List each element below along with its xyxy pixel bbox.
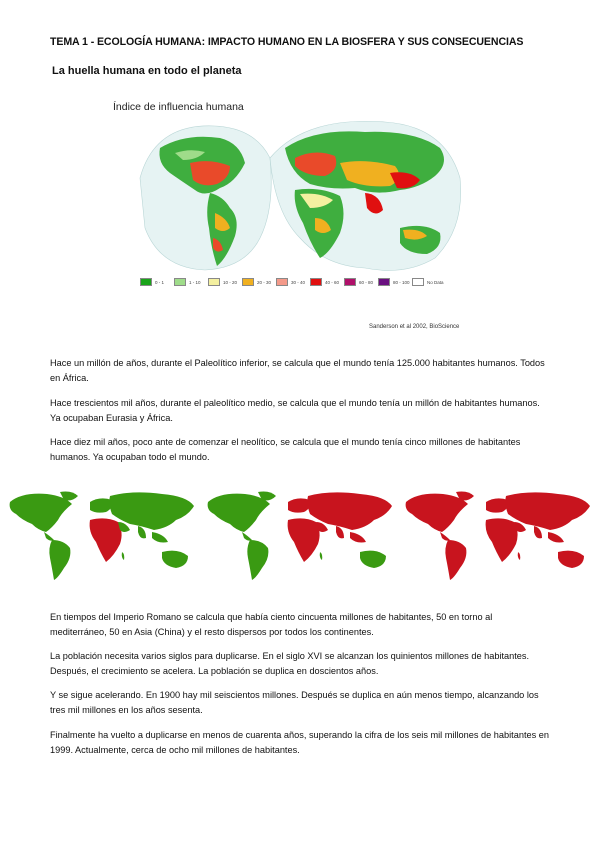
continent-europe xyxy=(486,498,508,512)
continent-se-asia xyxy=(152,532,168,543)
legend-swatch xyxy=(276,278,288,286)
continent-australia xyxy=(360,551,386,568)
figure-caption: Índice de influencia humana xyxy=(113,101,244,113)
legend-swatch xyxy=(412,278,424,286)
legend-label: 0 - 1 xyxy=(155,279,165,285)
paragraph-3: Hace diez mil años, poco ante de comenzar el neolítico, se calcula que el mundo tenía cinco millones de habitantes humanos. Ya ocupaban todo el mundo. xyxy=(50,437,521,462)
legend-label: No Data xyxy=(427,279,444,285)
legend-item xyxy=(174,278,208,286)
legend-swatch xyxy=(208,278,220,286)
paragraph-1: Hace un millón de años, durante el Paleolítico inferior, se calcula que el mundo tenía 125.000 habitantes humanos. Todos en África. xyxy=(50,358,545,383)
continent-australia xyxy=(162,551,188,568)
continent-madagascar xyxy=(122,552,125,560)
paragraph-2: Hace trescientos mil años, durante el paleolítico medio, se calcula que el mundo tenía un millón de habitantes humanos. Ya ocupaban Eurasia y África. xyxy=(50,398,540,423)
legend-item xyxy=(242,278,276,286)
continent-central-america xyxy=(44,532,54,541)
continent-madagascar xyxy=(320,552,323,560)
continent-india xyxy=(534,526,542,538)
continent-south-america xyxy=(445,540,466,580)
legend-swatch xyxy=(344,278,356,286)
legend-item xyxy=(276,278,310,286)
legend-label: 40 - 60 xyxy=(325,279,340,285)
continent-central-america xyxy=(440,532,450,541)
legend-swatch xyxy=(174,278,186,286)
paragraph-6: Y se sigue acelerando. En 1900 hay mil seiscientos millones. Después se duplica en aún menos tiempo, alcanzando los tres mil millones en los años sesenta. xyxy=(50,690,539,715)
paragraph-7: Finalmente ha vuelto a duplicarse en menos de cuarenta años, superando la cifra de los seis mil millones de habitantes en 1999. Actualmente, cerca de ocho mil millones de habitantes. xyxy=(50,730,549,755)
continent-se-asia xyxy=(350,532,366,543)
paragraph-4: En tiempos del Imperio Romano se calcula que había ciento cincuenta millones de habitantes, 50 en torno al mediterráneo, 50 en Asia (China) y el resto dispersos por todos los continentes. xyxy=(50,612,493,637)
continent-europe xyxy=(288,498,310,512)
continent-africa xyxy=(486,518,518,562)
continent-south-america xyxy=(247,540,268,580)
human-influence-map xyxy=(135,118,465,276)
continent-africa xyxy=(288,518,320,562)
legend-item xyxy=(310,278,344,286)
legend-item xyxy=(140,278,174,286)
continent-africa xyxy=(90,518,122,562)
legend-swatch xyxy=(310,278,322,286)
map-legend xyxy=(140,278,446,286)
continent-north-america xyxy=(406,494,468,532)
legend-item xyxy=(344,278,378,286)
legend-swatch xyxy=(140,278,152,286)
continent-australia xyxy=(558,551,584,568)
world-map-stage-2 xyxy=(200,490,396,582)
continent-se-asia xyxy=(548,532,564,543)
figure-credit: Sanderson et al 2002, BioScience xyxy=(369,324,460,330)
world-map-stage-3 xyxy=(398,490,594,582)
legend-item xyxy=(412,278,446,286)
page-title: TEMA 1 - ECOLOGÍA HUMANA: IMPACTO HUMANO EN LA BIOSFERA Y SUS CONSECUENCIAS xyxy=(50,36,524,48)
continent-central-america xyxy=(242,532,252,541)
legend-swatch xyxy=(378,278,390,286)
continent-india xyxy=(138,526,146,538)
continent-north-america xyxy=(10,494,72,532)
world-map-stage-1 xyxy=(2,490,198,582)
continent-madagascar xyxy=(518,552,521,560)
legend-label: 1 - 10 xyxy=(189,279,201,285)
legend-label: 80 - 100 xyxy=(393,279,410,285)
continent-india xyxy=(336,526,344,538)
legend-swatch xyxy=(242,278,254,286)
continent-south-america xyxy=(49,540,70,580)
legend-label: 30 - 40 xyxy=(291,279,306,285)
continent-north-america xyxy=(208,494,270,532)
legend-item xyxy=(378,278,412,286)
legend-label: 10 - 20 xyxy=(223,279,238,285)
legend-item xyxy=(208,278,242,286)
continent-europe xyxy=(90,498,112,512)
section-heading: La huella humana en todo el planeta xyxy=(52,65,242,77)
legend-label: 60 - 80 xyxy=(359,279,374,285)
paragraph-5: La población necesita varios siglos para duplicarse. En el siglo XVI se alcanzan los quinientos millones de habitantes. Después, el crecimiento se acelera. La población se duplica en doscientos años. xyxy=(50,651,530,676)
legend-label: 20 - 30 xyxy=(257,279,272,285)
